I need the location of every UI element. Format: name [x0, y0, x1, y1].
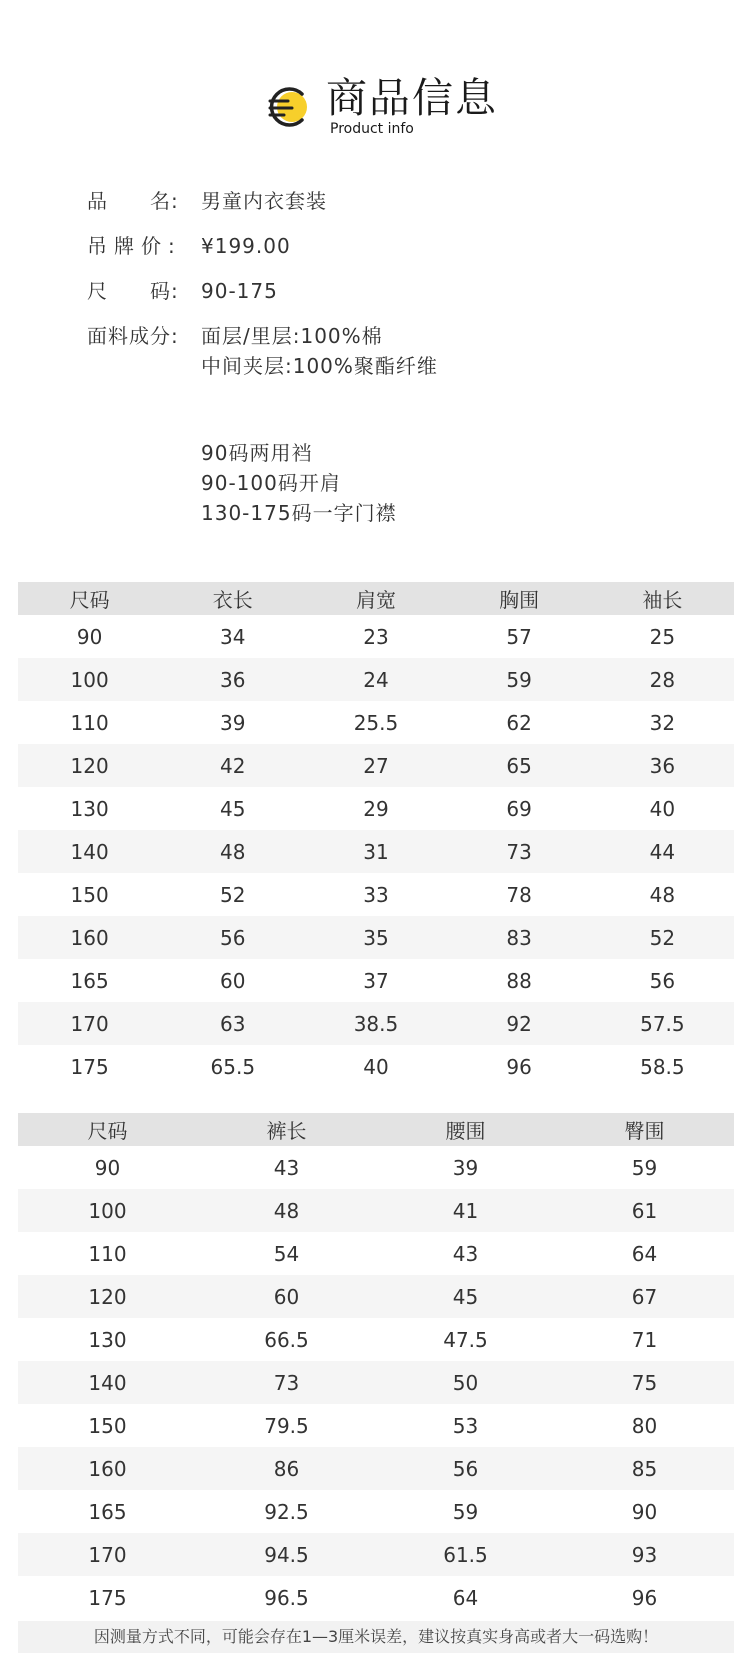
table-cell: 65.5: [210, 1054, 256, 1079]
table-row: [18, 1318, 734, 1361]
table-row: [18, 1361, 734, 1404]
table-cell: 130: [70, 796, 109, 821]
table-cell: 73: [448, 830, 591, 873]
table-cell: 150: [88, 1413, 127, 1438]
table-cell: 140: [18, 1361, 197, 1404]
table-header-cell: 尺码: [18, 582, 161, 615]
table-cell: 73: [197, 1361, 376, 1404]
table-cell: 92: [448, 1002, 591, 1045]
table-cell: 29: [363, 796, 389, 821]
table-cell: 96.5: [264, 1585, 309, 1610]
table-cell: 93: [555, 1533, 734, 1576]
table-cell: 52: [220, 882, 246, 907]
note-item: 90-100码开肩: [201, 471, 341, 495]
table-cell: 86: [197, 1447, 376, 1490]
table-cell: 79.5: [264, 1413, 309, 1438]
table-cell: 78: [506, 882, 532, 907]
table-cell: 23: [363, 624, 389, 649]
price-label: 吊牌价:: [87, 234, 182, 258]
table-cell: 71: [631, 1327, 658, 1352]
table-row: [18, 744, 734, 787]
size-label: 尺 码:: [87, 279, 179, 303]
table-cell: 67: [555, 1275, 734, 1318]
table-row: [18, 1189, 734, 1232]
table-row: [18, 873, 734, 916]
table-cell: 160: [18, 916, 161, 959]
table-cell: 34: [220, 624, 246, 649]
table-cell: 43: [273, 1155, 300, 1180]
bottom-table-body: [18, 1146, 734, 1619]
table-row: [18, 959, 734, 1002]
table-cell: 59: [448, 658, 591, 701]
table-cell: 25: [649, 624, 676, 649]
table-cell: 39: [452, 1155, 479, 1180]
table-cell: 96: [506, 1054, 532, 1079]
table-row: [18, 1232, 734, 1275]
table-cell: 175: [88, 1585, 127, 1610]
table-cell: 56: [161, 916, 304, 959]
table-cell: 52: [591, 916, 734, 959]
table-cell: 64: [631, 1241, 658, 1266]
table-row: [18, 1045, 734, 1088]
name-value: 男童内衣套装: [201, 189, 327, 213]
table-header-cell: 衣长: [161, 582, 304, 615]
page-title: 商品信息: [326, 74, 498, 122]
table-cell: 40: [649, 796, 676, 821]
table-cell: 39: [220, 710, 246, 735]
top-size-table: [18, 582, 734, 1088]
fabric-label: 面料成分:: [87, 324, 179, 348]
table-cell: 48: [649, 882, 676, 907]
table-cell: 110: [70, 710, 109, 735]
table-cell: 56: [649, 968, 676, 993]
table-cell: 100: [18, 658, 161, 701]
table-cell: 100: [18, 1189, 197, 1232]
table-cell: 27: [304, 744, 447, 787]
table-cell: 36: [591, 744, 734, 787]
table-cell: 57: [506, 624, 532, 649]
table-cell: 165: [88, 1499, 127, 1524]
product-info-header: [0, 74, 750, 144]
table-row: [18, 615, 734, 658]
table-cell: 56: [376, 1447, 555, 1490]
table-cell: 41: [376, 1189, 555, 1232]
table-cell: 80: [631, 1413, 658, 1438]
name-label: 品 名:: [87, 189, 179, 213]
table-cell: 50: [376, 1361, 555, 1404]
table-cell: 45: [220, 796, 246, 821]
table-cell: 53: [452, 1413, 479, 1438]
table-cell: 120: [18, 1275, 197, 1318]
table-cell: 60: [197, 1275, 376, 1318]
table-cell: 170: [18, 1002, 161, 1045]
table-cell: 31: [304, 830, 447, 873]
table-cell: 40: [363, 1054, 389, 1079]
size-value: 90-175: [201, 279, 278, 303]
table-row: [18, 916, 734, 959]
table-row: [18, 1002, 734, 1045]
table-cell: 83: [448, 916, 591, 959]
table-cell: 44: [591, 830, 734, 873]
table-cell: 25.5: [353, 710, 399, 735]
table-cell: 48: [197, 1189, 376, 1232]
style-notes: [201, 438, 397, 528]
table-header-cell: 肩宽: [304, 582, 447, 615]
fabric-value-2: 中间夹层:100%聚酯纤维: [201, 354, 438, 378]
table-cell: 140: [18, 830, 161, 873]
table-cell: 85: [555, 1447, 734, 1490]
table-cell: 48: [161, 830, 304, 873]
table-row: [18, 1576, 734, 1619]
table-cell: 63: [161, 1002, 304, 1045]
table-row: [18, 1404, 734, 1447]
table-cell: 90: [631, 1499, 658, 1524]
table-cell: 37: [363, 968, 389, 993]
table-cell: 60: [220, 968, 246, 993]
table-cell: 120: [18, 744, 161, 787]
measurement-note: 因测量方式不同，可能会存在1—3厘米误差，建议按真实身高或者大一码选购！: [18, 1621, 734, 1653]
table-row: [18, 787, 734, 830]
table-cell: 57.5: [591, 1002, 734, 1045]
table-cell: 61: [555, 1189, 734, 1232]
table-header-cell: 袖长: [591, 582, 734, 615]
table-cell: 54: [273, 1241, 300, 1266]
table-row: [18, 1447, 734, 1490]
table-row: [18, 701, 734, 744]
table-cell: 24: [304, 658, 447, 701]
table-header-row: [18, 582, 734, 615]
table-header-row: [18, 1113, 734, 1146]
page-subtitle: Product info: [330, 121, 414, 137]
table-cell: 69: [506, 796, 532, 821]
table-cell: 66.5: [264, 1327, 309, 1352]
table-cell: 150: [70, 882, 109, 907]
product-info-logo-icon: [262, 84, 312, 134]
table-cell: 35: [304, 916, 447, 959]
price-value: ¥199.00: [201, 234, 291, 258]
table-cell: 175: [70, 1054, 109, 1079]
table-cell: 38.5: [304, 1002, 447, 1045]
table-cell: 43: [452, 1241, 479, 1266]
table-cell: 96: [631, 1585, 658, 1610]
table-header-cell: 胸围: [448, 582, 591, 615]
table-header-cell: 腰围: [376, 1113, 555, 1146]
table-cell: 170: [18, 1533, 197, 1576]
table-cell: 88: [506, 968, 532, 993]
table-cell: 130: [88, 1327, 127, 1352]
table-cell: 160: [18, 1447, 197, 1490]
table-cell: 42: [161, 744, 304, 787]
table-cell: 47.5: [443, 1327, 488, 1352]
table-cell: 90: [94, 1155, 121, 1180]
table-cell: 94.5: [197, 1533, 376, 1576]
table-header-cell: 臀围: [555, 1113, 734, 1146]
bottom-size-table: [18, 1113, 734, 1619]
table-cell: 28: [591, 658, 734, 701]
table-row: [18, 658, 734, 701]
fabric-value-1: 面层/里层:100%棉: [201, 324, 383, 348]
table-header-cell: 尺码: [18, 1113, 197, 1146]
table-cell: 92.5: [264, 1499, 309, 1524]
top-table-body: [18, 615, 734, 1088]
table-cell: 65: [448, 744, 591, 787]
table-row: [18, 1146, 734, 1189]
table-cell: 110: [88, 1241, 127, 1266]
table-cell: 33: [363, 882, 389, 907]
table-cell: 64: [452, 1585, 479, 1610]
table-row: [18, 830, 734, 873]
table-cell: 45: [376, 1275, 555, 1318]
table-row: [18, 1490, 734, 1533]
table-row: [18, 1533, 734, 1576]
table-cell: 165: [70, 968, 109, 993]
table-cell: 59: [452, 1499, 479, 1524]
table-cell: 58.5: [640, 1054, 685, 1079]
note-item: 130-175码一字门襟: [201, 501, 397, 525]
table-row: [18, 1275, 734, 1318]
table-cell: 62: [506, 710, 532, 735]
table-cell: 61.5: [376, 1533, 555, 1576]
table-cell: 59: [631, 1155, 658, 1180]
note-item: 90码两用裆: [201, 441, 313, 465]
table-cell: 90: [76, 624, 103, 649]
table-cell: 32: [649, 710, 676, 735]
table-cell: 75: [555, 1361, 734, 1404]
table-header-cell: 裤长: [197, 1113, 376, 1146]
table-cell: 36: [161, 658, 304, 701]
